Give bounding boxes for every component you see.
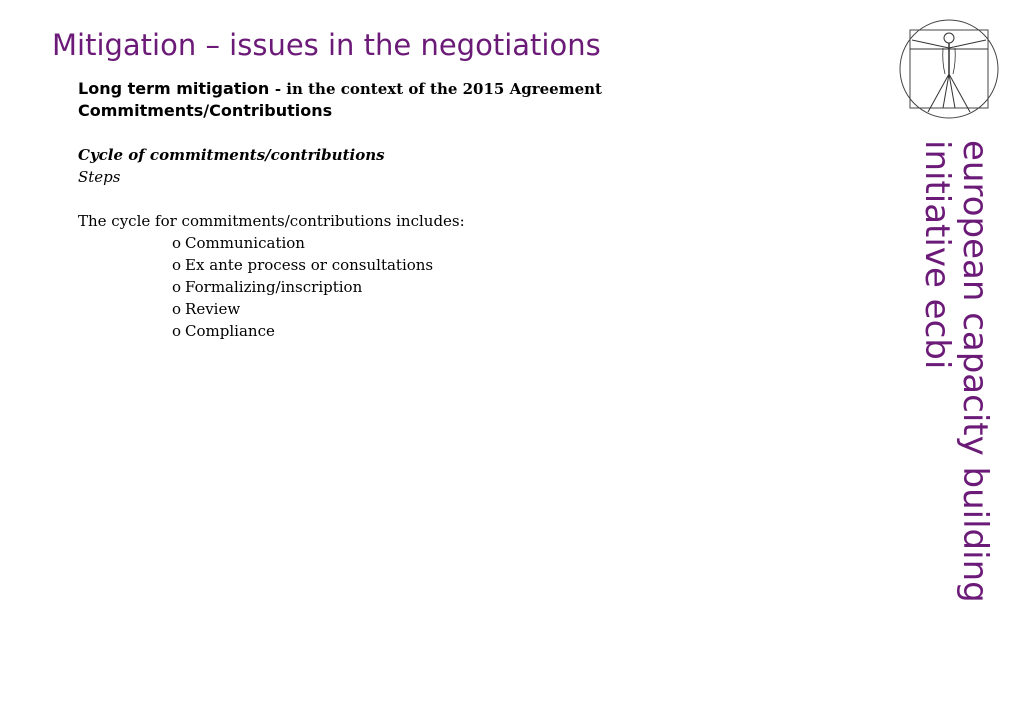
ecbi-label-line-1: european capacity building xyxy=(955,140,995,603)
list-item xyxy=(172,320,878,342)
list-item xyxy=(172,298,878,320)
bullet-marker: o xyxy=(172,256,182,274)
list-item xyxy=(172,276,878,298)
list-item xyxy=(172,254,878,276)
ecbi-label-line-2: initiative ecbi xyxy=(917,140,957,370)
step-label: Communication xyxy=(185,234,305,252)
list-item xyxy=(172,232,878,254)
slide-title: Mitigation – issues in the negotiations xyxy=(52,28,601,62)
section-title: Cycle of commitments/contributions xyxy=(78,146,385,164)
subheading-topic: Long term mitigation xyxy=(78,79,275,98)
step-label: Review xyxy=(185,300,241,318)
subheading-context: - in the context of the 2015 Agreement xyxy=(274,80,602,98)
step-label: Compliance xyxy=(185,322,275,340)
bullet-marker: o xyxy=(172,234,182,252)
step-label: Formalizing/inscription xyxy=(185,278,363,296)
step-label: Ex ante process or consultations xyxy=(185,256,434,274)
subheading-line-2: Commitments/Contributions xyxy=(78,101,333,120)
vitruvian-man-icon xyxy=(898,18,1000,120)
section-subtitle: Steps xyxy=(78,168,121,186)
intro-text: The cycle for commitments/contributions includes: xyxy=(78,212,465,230)
bullet-marker: o xyxy=(172,322,182,340)
bullet-marker: o xyxy=(172,300,182,318)
steps-list xyxy=(78,232,878,342)
bullet-marker: o xyxy=(172,278,182,296)
ecbi-vertical-label xyxy=(918,140,994,603)
slide-content xyxy=(78,78,878,342)
subheading-line-1 xyxy=(78,78,878,100)
